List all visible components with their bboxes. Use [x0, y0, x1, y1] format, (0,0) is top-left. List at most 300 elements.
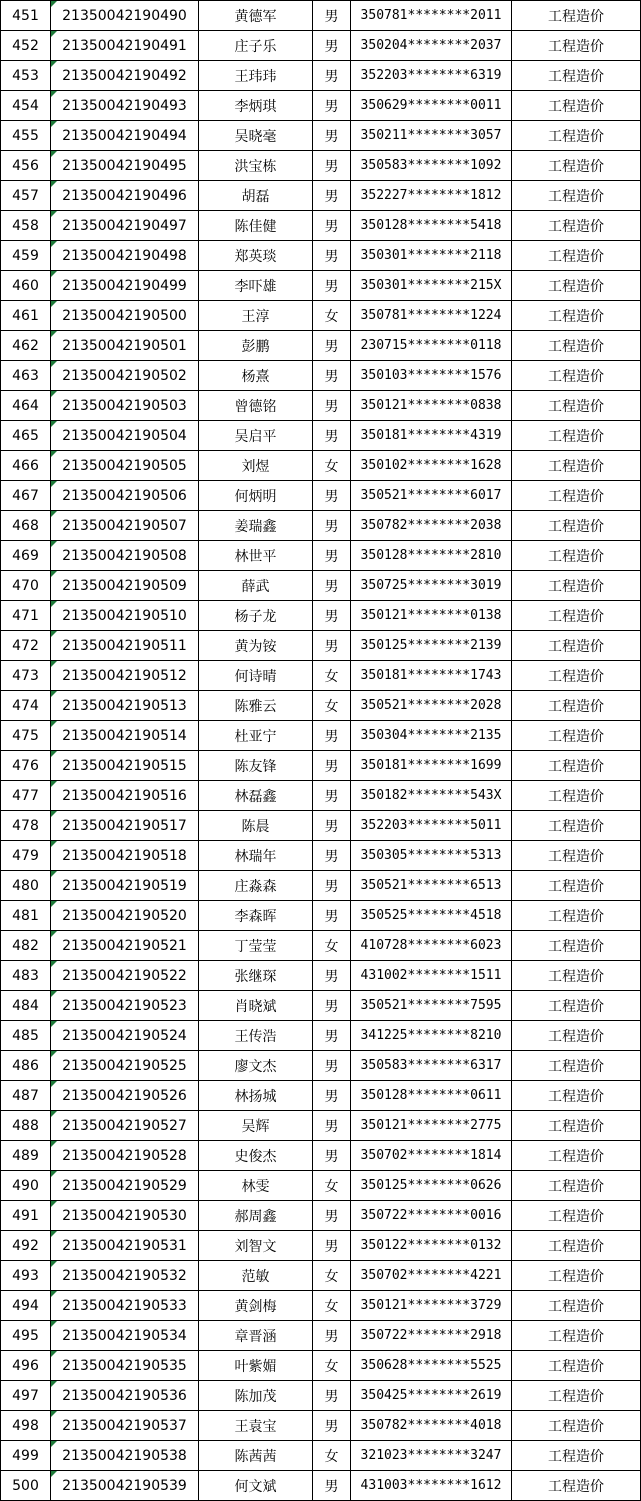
table-row: [1, 1231, 641, 1261]
cell-name: 陈友锋: [199, 751, 313, 781]
cell-certificate-number: 21350042190495: [51, 151, 199, 181]
cell-name: 肖晓斌: [199, 991, 313, 1021]
cell-certificate-number: 21350042190534: [51, 1321, 199, 1351]
cell-serial-number: 482: [1, 931, 51, 961]
cell-certificate-number: 21350042190537: [51, 1411, 199, 1441]
cell-certificate-number: 21350042190525: [51, 1051, 199, 1081]
table-row: [1, 331, 641, 361]
cell-major: 工程造价: [512, 1381, 641, 1411]
cell-id-number: 350521********6513: [351, 871, 512, 901]
cell-id-number: 350121********2775: [351, 1111, 512, 1141]
cell-serial-number: 455: [1, 121, 51, 151]
cell-certificate-number: 21350042190514: [51, 721, 199, 751]
table-row: [1, 451, 641, 481]
cell-serial-number: 470: [1, 571, 51, 601]
cell-gender: 男: [313, 391, 351, 421]
table-row: [1, 841, 641, 871]
cell-certificate-number: 21350042190535: [51, 1351, 199, 1381]
cell-name: 吴晓毫: [199, 121, 313, 151]
cell-major: 工程造价: [512, 1021, 641, 1051]
cell-serial-number: 460: [1, 271, 51, 301]
cell-name: 曾德铭: [199, 391, 313, 421]
cell-certificate-number: 21350042190523: [51, 991, 199, 1021]
cell-serial-number: 471: [1, 601, 51, 631]
table-row: [1, 121, 641, 151]
cell-name: 黄德军: [199, 1, 313, 31]
cell-gender: 男: [313, 751, 351, 781]
table-row: [1, 601, 641, 631]
table-row: [1, 1081, 641, 1111]
table-row: [1, 1021, 641, 1051]
cell-certificate-number: 21350042190521: [51, 931, 199, 961]
cell-major: 工程造价: [512, 1201, 641, 1231]
cell-name: 李吓雄: [199, 271, 313, 301]
cell-gender: 女: [313, 1441, 351, 1471]
cell-certificate-number: 21350042190509: [51, 571, 199, 601]
cell-gender: 男: [313, 1201, 351, 1231]
cell-certificate-number: 21350042190501: [51, 331, 199, 361]
cell-id-number: 352203********6319: [351, 61, 512, 91]
cell-name: 廖文杰: [199, 1051, 313, 1081]
cell-certificate-number: 21350042190530: [51, 1201, 199, 1231]
cell-certificate-number: 21350042190524: [51, 1021, 199, 1051]
cell-id-number: 350304********2135: [351, 721, 512, 751]
cell-id-number: 431002********1511: [351, 961, 512, 991]
cell-major: 工程造价: [512, 271, 641, 301]
cell-id-number: 350629********0011: [351, 91, 512, 121]
cell-major: 工程造价: [512, 211, 641, 241]
cell-name: 林世平: [199, 541, 313, 571]
cell-major: 工程造价: [512, 1171, 641, 1201]
cell-name: 刘煜: [199, 451, 313, 481]
table-row: [1, 421, 641, 451]
cell-major: 工程造价: [512, 1291, 641, 1321]
cell-gender: 男: [313, 1471, 351, 1501]
cell-certificate-number: 21350042190508: [51, 541, 199, 571]
cell-certificate-number: 21350042190526: [51, 1081, 199, 1111]
cell-certificate-number: 21350042190513: [51, 691, 199, 721]
table-row: [1, 1171, 641, 1201]
cell-name: 郑英琰: [199, 241, 313, 271]
cell-certificate-number: 21350042190491: [51, 31, 199, 61]
cell-serial-number: 472: [1, 631, 51, 661]
cell-certificate-number: 21350042190517: [51, 811, 199, 841]
cell-certificate-number: 21350042190536: [51, 1381, 199, 1411]
cell-serial-number: 473: [1, 661, 51, 691]
cell-id-number: 350204********2037: [351, 31, 512, 61]
cell-major: 工程造价: [512, 871, 641, 901]
cell-serial-number: 493: [1, 1261, 51, 1291]
cell-name: 刘智文: [199, 1231, 313, 1261]
cell-major: 工程造价: [512, 241, 641, 271]
cell-certificate-number: 21350042190533: [51, 1291, 199, 1321]
cell-serial-number: 484: [1, 991, 51, 1021]
cell-id-number: 350521********6017: [351, 481, 512, 511]
cell-id-number: 321023********3247: [351, 1441, 512, 1471]
cell-gender: 女: [313, 1351, 351, 1381]
cell-certificate-number: 21350042190515: [51, 751, 199, 781]
cell-major: 工程造价: [512, 1, 641, 31]
cell-name: 彭鹏: [199, 331, 313, 361]
cell-name: 丁莹莹: [199, 931, 313, 961]
cell-serial-number: 465: [1, 421, 51, 451]
table-row: [1, 181, 641, 211]
cell-major: 工程造价: [512, 361, 641, 391]
cell-serial-number: 496: [1, 1351, 51, 1381]
table-row: [1, 781, 641, 811]
cell-major: 工程造价: [512, 991, 641, 1021]
cell-gender: 女: [313, 931, 351, 961]
table-row: [1, 1381, 641, 1411]
cell-name: 杨熹: [199, 361, 313, 391]
cell-certificate-number: 21350042190511: [51, 631, 199, 661]
cell-name: 吴启平: [199, 421, 313, 451]
cell-id-number: 350425********2619: [351, 1381, 512, 1411]
cell-major: 工程造价: [512, 1471, 641, 1501]
cell-id-number: 350125********2139: [351, 631, 512, 661]
cell-major: 工程造价: [512, 331, 641, 361]
cell-name: 王传浩: [199, 1021, 313, 1051]
cell-certificate-number: 21350042190512: [51, 661, 199, 691]
cell-serial-number: 456: [1, 151, 51, 181]
cell-major: 工程造价: [512, 1261, 641, 1291]
cell-serial-number: 488: [1, 1111, 51, 1141]
cell-serial-number: 453: [1, 61, 51, 91]
cell-major: 工程造价: [512, 1141, 641, 1171]
cell-major: 工程造价: [512, 1051, 641, 1081]
cell-major: 工程造价: [512, 391, 641, 421]
cell-id-number: 350722********2918: [351, 1321, 512, 1351]
cell-id-number: 431003********1612: [351, 1471, 512, 1501]
cell-major: 工程造价: [512, 151, 641, 181]
cell-certificate-number: 21350042190507: [51, 511, 199, 541]
cell-serial-number: 452: [1, 31, 51, 61]
table-row: [1, 211, 641, 241]
cell-name: 郝周鑫: [199, 1201, 313, 1231]
cell-certificate-number: 21350042190499: [51, 271, 199, 301]
cell-certificate-number: 21350042190527: [51, 1111, 199, 1141]
cell-gender: 男: [313, 1021, 351, 1051]
cell-major: 工程造价: [512, 91, 641, 121]
cell-name: 李森晖: [199, 901, 313, 931]
cell-id-number: 350128********0611: [351, 1081, 512, 1111]
cell-gender: 男: [313, 841, 351, 871]
table-row: [1, 1, 641, 31]
cell-id-number: 350211********3057: [351, 121, 512, 151]
cell-name: 王玮玮: [199, 61, 313, 91]
cell-major: 工程造价: [512, 181, 641, 211]
table-row: [1, 811, 641, 841]
cell-serial-number: 458: [1, 211, 51, 241]
table-row: [1, 241, 641, 271]
cell-id-number: 350628********5525: [351, 1351, 512, 1381]
cell-id-number: 352227********1812: [351, 181, 512, 211]
cell-id-number: 350128********2810: [351, 541, 512, 571]
cell-name: 李炳琪: [199, 91, 313, 121]
cell-gender: 男: [313, 1111, 351, 1141]
cell-gender: 男: [313, 31, 351, 61]
cell-certificate-number: 21350042190490: [51, 1, 199, 31]
cell-major: 工程造价: [512, 1321, 641, 1351]
cell-id-number: 350583********6317: [351, 1051, 512, 1081]
cell-name: 王淳: [199, 301, 313, 331]
table-row: [1, 991, 641, 1021]
cell-major: 工程造价: [512, 601, 641, 631]
cell-serial-number: 459: [1, 241, 51, 271]
cell-gender: 女: [313, 1261, 351, 1291]
cell-name: 章晋涵: [199, 1321, 313, 1351]
cell-major: 工程造价: [512, 1231, 641, 1261]
cell-gender: 男: [313, 331, 351, 361]
cell-certificate-number: 21350042190520: [51, 901, 199, 931]
cell-serial-number: 457: [1, 181, 51, 211]
table-row: [1, 301, 641, 331]
cell-name: 庄子乐: [199, 31, 313, 61]
cell-name: 杜亚宁: [199, 721, 313, 751]
cell-id-number: 350181********4319: [351, 421, 512, 451]
cell-major: 工程造价: [512, 691, 641, 721]
cell-name: 陈佳健: [199, 211, 313, 241]
cell-name: 庄淼森: [199, 871, 313, 901]
table-row: [1, 151, 641, 181]
table-row: [1, 691, 641, 721]
cell-name: 张继琛: [199, 961, 313, 991]
cell-gender: 男: [313, 631, 351, 661]
cell-gender: 男: [313, 871, 351, 901]
cell-id-number: 350102********1628: [351, 451, 512, 481]
cell-name: 姜瑞鑫: [199, 511, 313, 541]
cell-certificate-number: 21350042190504: [51, 421, 199, 451]
cell-major: 工程造价: [512, 811, 641, 841]
cell-name: 史俊杰: [199, 1141, 313, 1171]
cell-id-number: 350122********0132: [351, 1231, 512, 1261]
cell-gender: 男: [313, 1051, 351, 1081]
cell-id-number: 350702********1814: [351, 1141, 512, 1171]
roster-table-body: [1, 1, 641, 1501]
cell-certificate-number: 21350042190518: [51, 841, 199, 871]
cell-gender: 男: [313, 61, 351, 91]
cell-gender: 男: [313, 961, 351, 991]
cell-name: 薛武: [199, 571, 313, 601]
cell-serial-number: 462: [1, 331, 51, 361]
cell-major: 工程造价: [512, 661, 641, 691]
cell-id-number: 350521********7595: [351, 991, 512, 1021]
cell-major: 工程造价: [512, 451, 641, 481]
cell-gender: 男: [313, 1231, 351, 1261]
cell-gender: 男: [313, 421, 351, 451]
cell-id-number: 350781********1224: [351, 301, 512, 331]
table-row: [1, 1141, 641, 1171]
cell-major: 工程造价: [512, 61, 641, 91]
cell-major: 工程造价: [512, 961, 641, 991]
cell-certificate-number: 21350042190503: [51, 391, 199, 421]
table-row: [1, 511, 641, 541]
table-row: [1, 61, 641, 91]
table-row: [1, 751, 641, 781]
cell-name: 陈茜茜: [199, 1441, 313, 1471]
cell-name: 杨子龙: [199, 601, 313, 631]
cell-certificate-number: 21350042190516: [51, 781, 199, 811]
cell-name: 洪宝栋: [199, 151, 313, 181]
cell-major: 工程造价: [512, 421, 641, 451]
cell-major: 工程造价: [512, 781, 641, 811]
cell-id-number: 350121********0838: [351, 391, 512, 421]
table-row: [1, 481, 641, 511]
cell-major: 工程造价: [512, 1351, 641, 1381]
cell-certificate-number: 21350042190532: [51, 1261, 199, 1291]
table-row: [1, 661, 641, 691]
table-row: [1, 271, 641, 301]
table-row: [1, 721, 641, 751]
cell-gender: 男: [313, 991, 351, 1021]
cell-serial-number: 490: [1, 1171, 51, 1201]
cell-name: 陈雅云: [199, 691, 313, 721]
table-row: [1, 1471, 641, 1501]
cell-serial-number: 480: [1, 871, 51, 901]
cell-serial-number: 467: [1, 481, 51, 511]
cell-serial-number: 477: [1, 781, 51, 811]
cell-id-number: 350725********3019: [351, 571, 512, 601]
cell-serial-number: 476: [1, 751, 51, 781]
cell-major: 工程造价: [512, 751, 641, 781]
cell-certificate-number: 21350042190528: [51, 1141, 199, 1171]
cell-serial-number: 475: [1, 721, 51, 751]
cell-certificate-number: 21350042190496: [51, 181, 199, 211]
cell-id-number: 352203********5011: [351, 811, 512, 841]
cell-id-number: 350103********1576: [351, 361, 512, 391]
cell-id-number: 350521********2028: [351, 691, 512, 721]
cell-name: 林扬城: [199, 1081, 313, 1111]
cell-name: 胡磊: [199, 181, 313, 211]
cell-name: 叶紫媚: [199, 1351, 313, 1381]
cell-serial-number: 461: [1, 301, 51, 331]
cell-serial-number: 451: [1, 1, 51, 31]
cell-major: 工程造价: [512, 511, 641, 541]
cell-certificate-number: 21350042190538: [51, 1441, 199, 1471]
cell-gender: 男: [313, 721, 351, 751]
cell-serial-number: 469: [1, 541, 51, 571]
cell-certificate-number: 21350042190510: [51, 601, 199, 631]
cell-serial-number: 489: [1, 1141, 51, 1171]
cell-id-number: 350525********4518: [351, 901, 512, 931]
cell-gender: 男: [313, 1321, 351, 1351]
cell-serial-number: 497: [1, 1381, 51, 1411]
cell-serial-number: 491: [1, 1201, 51, 1231]
table-row: [1, 541, 641, 571]
cell-name: 何文斌: [199, 1471, 313, 1501]
cell-certificate-number: 21350042190497: [51, 211, 199, 241]
cell-serial-number: 463: [1, 361, 51, 391]
cell-id-number: 350128********5418: [351, 211, 512, 241]
cell-gender: 男: [313, 901, 351, 931]
cell-gender: 男: [313, 1141, 351, 1171]
cell-major: 工程造价: [512, 901, 641, 931]
cell-serial-number: 485: [1, 1021, 51, 1051]
cell-major: 工程造价: [512, 1411, 641, 1441]
cell-certificate-number: 21350042190519: [51, 871, 199, 901]
cell-gender: 男: [313, 481, 351, 511]
cell-gender: 男: [313, 541, 351, 571]
cell-id-number: 350181********1743: [351, 661, 512, 691]
table-row: [1, 1441, 641, 1471]
table-row: [1, 1351, 641, 1381]
cell-gender: 男: [313, 1081, 351, 1111]
cell-gender: 女: [313, 1291, 351, 1321]
cell-name: 黄剑梅: [199, 1291, 313, 1321]
cell-id-number: 350782********4018: [351, 1411, 512, 1441]
cell-id-number: 350722********0016: [351, 1201, 512, 1231]
cell-gender: 男: [313, 181, 351, 211]
cell-serial-number: 478: [1, 811, 51, 841]
cell-id-number: 350301********2118: [351, 241, 512, 271]
cell-major: 工程造价: [512, 301, 641, 331]
cell-gender: 男: [313, 1411, 351, 1441]
cell-certificate-number: 21350042190531: [51, 1231, 199, 1261]
table-row: [1, 91, 641, 121]
table-row: [1, 1111, 641, 1141]
cell-id-number: 350301********215X: [351, 271, 512, 301]
cell-id-number: 350181********1699: [351, 751, 512, 781]
table-row: [1, 1201, 641, 1231]
table-row: [1, 1261, 641, 1291]
cell-certificate-number: 21350042190539: [51, 1471, 199, 1501]
table-row: [1, 571, 641, 601]
cell-id-number: 230715********0118: [351, 331, 512, 361]
cell-gender: 男: [313, 781, 351, 811]
cell-id-number: 350121********3729: [351, 1291, 512, 1321]
cell-id-number: 341225********8210: [351, 1021, 512, 1051]
cell-major: 工程造价: [512, 931, 641, 961]
cell-gender: 女: [313, 1171, 351, 1201]
table-row: [1, 961, 641, 991]
cell-major: 工程造价: [512, 721, 641, 751]
table-row: [1, 31, 641, 61]
cell-gender: 男: [313, 361, 351, 391]
cell-major: 工程造价: [512, 481, 641, 511]
cell-serial-number: 479: [1, 841, 51, 871]
cell-serial-number: 474: [1, 691, 51, 721]
cell-certificate-number: 21350042190522: [51, 961, 199, 991]
cell-id-number: 350182********543X: [351, 781, 512, 811]
cell-certificate-number: 21350042190529: [51, 1171, 199, 1201]
cell-id-number: 410728********6023: [351, 931, 512, 961]
table-row: [1, 1321, 641, 1351]
cell-id-number: 350583********1092: [351, 151, 512, 181]
cell-serial-number: 499: [1, 1441, 51, 1471]
cell-gender: 男: [313, 91, 351, 121]
cell-major: 工程造价: [512, 631, 641, 661]
cell-gender: 女: [313, 691, 351, 721]
cell-certificate-number: 21350042190500: [51, 301, 199, 331]
cell-gender: 男: [313, 211, 351, 241]
cell-serial-number: 454: [1, 91, 51, 121]
cell-name: 陈晨: [199, 811, 313, 841]
cell-major: 工程造价: [512, 841, 641, 871]
cell-major: 工程造价: [512, 31, 641, 61]
cell-gender: 女: [313, 451, 351, 481]
cell-serial-number: 481: [1, 901, 51, 931]
table-row: [1, 931, 641, 961]
cell-certificate-number: 21350042190505: [51, 451, 199, 481]
cell-id-number: 350305********5313: [351, 841, 512, 871]
cell-serial-number: 464: [1, 391, 51, 421]
table-row: [1, 631, 641, 661]
cell-gender: 男: [313, 271, 351, 301]
table-row: [1, 361, 641, 391]
cell-gender: 男: [313, 571, 351, 601]
table-row: [1, 1051, 641, 1081]
table-row: [1, 871, 641, 901]
